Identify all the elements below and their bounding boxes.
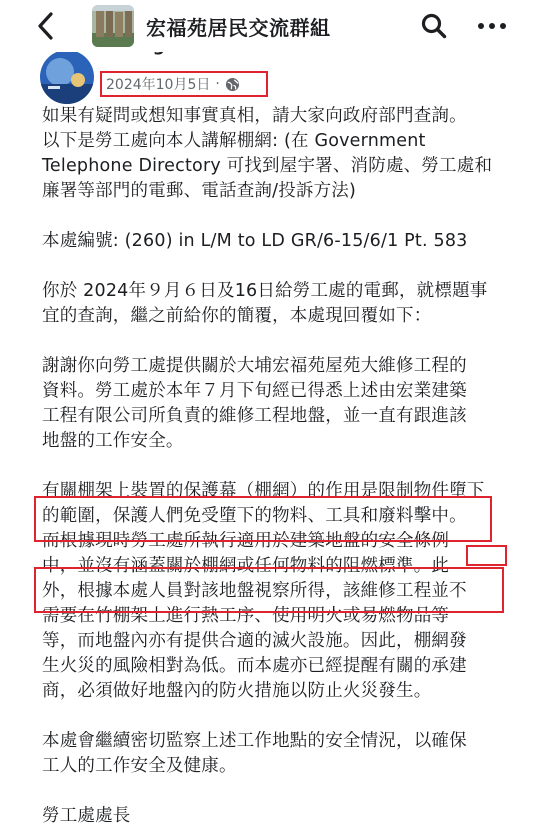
text-line: 生火災的風險相對為低。而本處亦已經提醒有關的承建 <box>42 656 467 676</box>
text-line: 你於 2024年９月６日及16日給勞工處的電郵，就標題事 <box>42 281 488 301</box>
top-bar <box>0 0 550 52</box>
search-button[interactable] <box>416 8 452 44</box>
group-cover-image <box>92 5 134 47</box>
paragraph-signature <box>42 804 522 829</box>
paragraph-thanks <box>42 354 522 454</box>
text-line: 本處編號: (260) in L/M to LD GR/6-15/6/1 Pt. 583 <box>42 231 468 251</box>
avatar-image <box>40 50 94 104</box>
text-line: 地盤的工作安全。 <box>42 431 184 451</box>
text-line: 商，必須做好地盤內的防火措施以防止火災發生。 <box>42 681 432 701</box>
text-line: 的範圍，保護人們免受墮下的物料、工具和廢料擊中。 <box>42 506 467 526</box>
chevron-left-icon <box>35 11 57 41</box>
text-line: 勞工處處長 <box>42 806 131 826</box>
author-avatar[interactable] <box>40 50 94 104</box>
paragraph-monitoring <box>42 729 522 779</box>
paragraph-scaffold-net <box>42 479 522 704</box>
more-horizontal-icon <box>477 22 507 30</box>
text-line: 工人的工作安全及健康。 <box>42 756 237 776</box>
text-line: 外，根據本處人員對該地盤視察所得，該維修工程並不 <box>42 581 467 601</box>
text-line: 資料。勞工處於本年７月下旬經已得悉上述由宏業建築 <box>42 381 467 401</box>
text-line: 廉署等部門的電郵、電話查詢/投訴方法) <box>42 181 357 201</box>
text-line: 本處會繼續密切監察上述工作地點的安全情況，以確保 <box>42 731 467 751</box>
text-line: 謝謝你向勞工處提供關於大埔宏福苑屋苑大維修工程的 <box>42 356 467 376</box>
meta-separator: · <box>215 76 220 92</box>
text-line: 工程有限公司所負責的維修工程地盤，並一直有跟進該 <box>42 406 467 426</box>
paragraph-reply-intro <box>42 279 522 329</box>
back-button[interactable] <box>26 6 66 46</box>
globe-icon <box>225 77 240 92</box>
text-line: 有關棚架上裝置的保護幕（棚網）的作用是限制物件墮下 <box>42 481 485 501</box>
paragraph-reference <box>42 229 522 254</box>
group-title[interactable]: 宏福苑居民交流群組 <box>146 16 331 40</box>
post-body <box>42 104 522 829</box>
more-options-button[interactable] <box>472 8 512 44</box>
text-line: 而根據現時勞工處所執行適用於建築地盤的安全條例 <box>42 531 450 551</box>
text-line: Telephone Directory 可找到屋宇署、消防處、勞工處和 <box>42 156 493 176</box>
post-meta <box>100 71 246 97</box>
text-line: 宜的查詢，繼之前給你的簡覆，本處現回覆如下： <box>42 306 432 326</box>
text-line: 中，並沒有涵蓋關於棚網或任何物料的阻燃標準。此 <box>42 556 450 576</box>
post-date[interactable]: 2024年10月5日 <box>106 77 211 93</box>
paragraph-intro <box>42 104 522 204</box>
search-icon <box>420 12 448 40</box>
group-thumbnail[interactable] <box>92 5 134 47</box>
text-line: 以下是勞工處向本人講解棚網: (在 Government <box>42 131 426 151</box>
text-line: 需要在竹棚架上進行熱工序、使用明火或易燃物品等 <box>42 606 450 626</box>
text-line: 等，而地盤內亦有提供合適的滅火設施。因此，棚網發 <box>42 631 467 651</box>
text-line: 如果有疑問或想知事實真相，請大家向政府部門查詢。 <box>42 106 467 126</box>
